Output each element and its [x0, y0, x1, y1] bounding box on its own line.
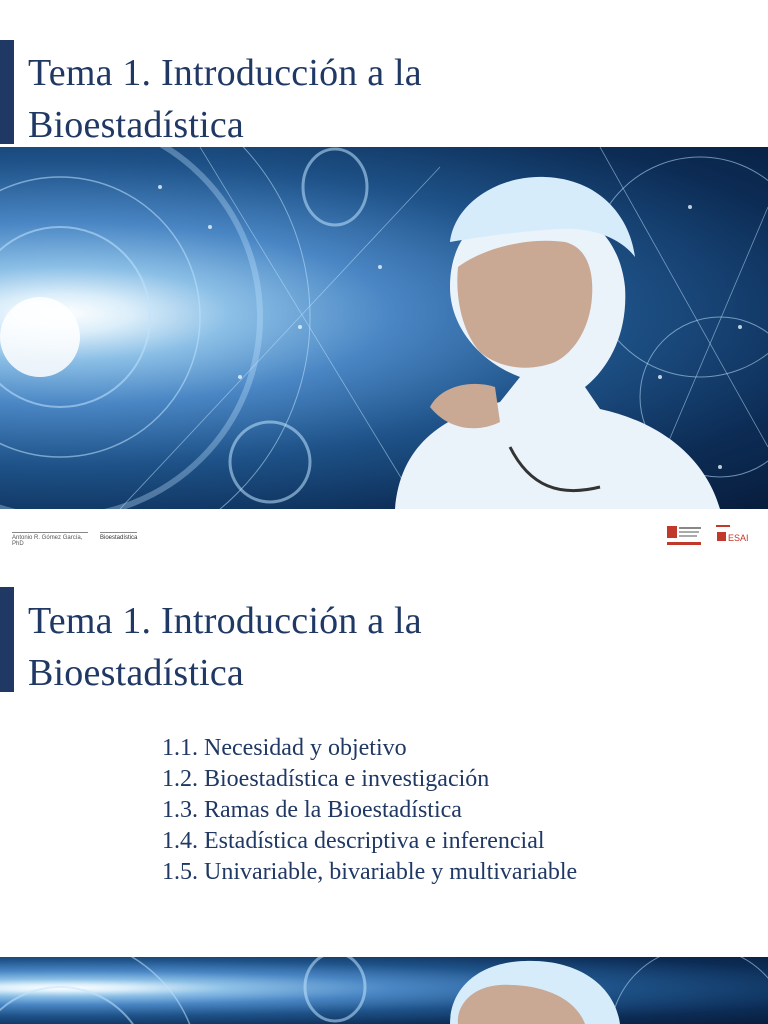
hero-image — [0, 147, 768, 509]
hero-illustration-cropped — [0, 957, 768, 1024]
hero-image-slide-3 — [0, 957, 768, 1024]
toc-item: 1.5. Univariable, bivariable y multivariable — [162, 859, 578, 885]
esai-logo-icon — [714, 524, 756, 548]
table-of-contents — [162, 733, 577, 888]
toc-item: 1.2. Bioestadística e investigación — [162, 766, 490, 792]
toc-item: 1.1. Necesidad y objetivo — [162, 735, 407, 761]
slide-title-line-2: Bioestadística — [28, 104, 244, 146]
footer-author: Antonio R. Gómez García, PhD — [12, 532, 88, 547]
slide-footer — [0, 520, 768, 560]
slide-title — [28, 47, 422, 151]
slide-title-line-1: Tema 1. Introducción a la — [28, 52, 422, 94]
title-accent-bar — [0, 40, 14, 144]
university-logo-icon — [665, 524, 705, 548]
toc-item: 1.3. Ramas de la Bioestadística — [162, 797, 462, 823]
esai-logo-text: ESAI — [728, 533, 749, 543]
slide-2-title-line-2: Bioestadística — [28, 652, 244, 694]
title-accent-bar-slide-2 — [0, 587, 14, 692]
slide-2-title — [28, 595, 422, 699]
slide-2-title-line-1: Tema 1. Introducción a la — [28, 600, 422, 642]
footer-course: Bioestadística — [100, 532, 137, 541]
hero-illustration — [0, 147, 768, 509]
toc-item: 1.4. Estadística descriptiva e inferencial — [162, 828, 545, 854]
